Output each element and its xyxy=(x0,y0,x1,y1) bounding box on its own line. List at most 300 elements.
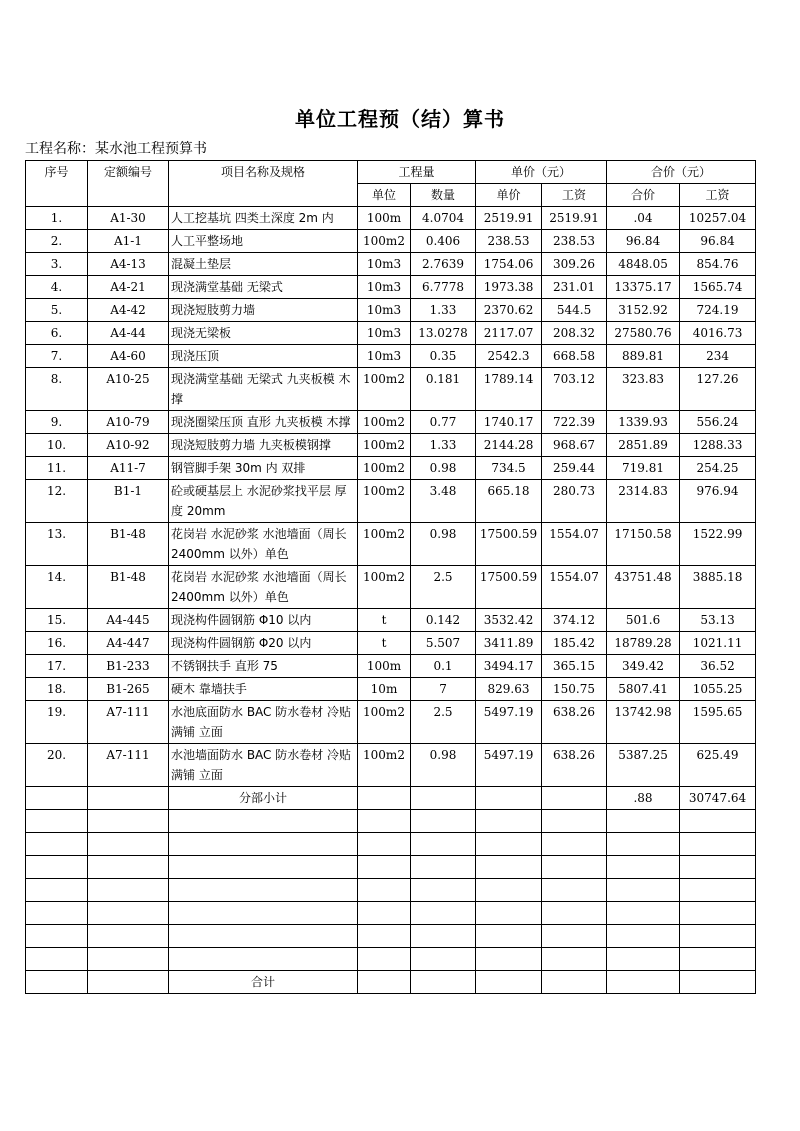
cell-price: 5497.19 xyxy=(476,744,542,787)
cell xyxy=(26,879,88,902)
cell xyxy=(411,833,476,856)
cell-price: 829.63 xyxy=(476,678,542,701)
cell-total: 13742.98 xyxy=(607,701,680,744)
cell-name: 现浇无梁板 xyxy=(169,322,358,345)
cell-name: 花岗岩 水泥砂浆 水池墙面（周长 2400mm 以外）单色 xyxy=(169,523,358,566)
cell-name: 人工平整场地 xyxy=(169,230,358,253)
cell-seq: 8. xyxy=(26,368,88,411)
cell xyxy=(542,787,607,810)
cell xyxy=(476,833,542,856)
cell-unit: 100m xyxy=(358,655,411,678)
cell xyxy=(607,948,680,971)
cell xyxy=(358,902,411,925)
cell xyxy=(476,810,542,833)
cell-total: 27580.76 xyxy=(607,322,680,345)
cell xyxy=(88,925,169,948)
cell-total: 43751.48 xyxy=(607,566,680,609)
cell-price: 17500.59 xyxy=(476,523,542,566)
table-row xyxy=(26,368,756,411)
cell-total-wage: 36.52 xyxy=(680,655,756,678)
cell-total: 4848.05 xyxy=(607,253,680,276)
table-row xyxy=(26,345,756,368)
table-row xyxy=(26,253,756,276)
cell-unit: 100m2 xyxy=(358,368,411,411)
cell-qty: 0.77 xyxy=(411,411,476,434)
table-row xyxy=(26,207,756,230)
table-row xyxy=(26,480,756,523)
cell-total-wage: 724.19 xyxy=(680,299,756,322)
cell xyxy=(88,856,169,879)
cell-total-wage: 10257.04 xyxy=(680,207,756,230)
cell xyxy=(169,833,358,856)
cell-total: 323.83 xyxy=(607,368,680,411)
cell xyxy=(476,971,542,994)
cell xyxy=(680,856,756,879)
cell xyxy=(411,971,476,994)
cell xyxy=(88,833,169,856)
cell-price: 2542.3 xyxy=(476,345,542,368)
cell xyxy=(26,902,88,925)
cell-seq: 17. xyxy=(26,655,88,678)
subtotal-total: .88 xyxy=(607,787,680,810)
cell-qty: 0.98 xyxy=(411,523,476,566)
cell-price: 2144.28 xyxy=(476,434,542,457)
cell-code: B1-48 xyxy=(88,566,169,609)
cell xyxy=(411,787,476,810)
cell xyxy=(542,925,607,948)
cell xyxy=(476,856,542,879)
cell-wage: 259.44 xyxy=(542,457,607,480)
cell xyxy=(169,902,358,925)
cell-total-wage: 1055.25 xyxy=(680,678,756,701)
cell xyxy=(26,948,88,971)
cell xyxy=(358,925,411,948)
project-name: 工程名称：某水池工程预算书 xyxy=(25,141,207,157)
table-row xyxy=(26,523,756,566)
cell-code: A4-447 xyxy=(88,632,169,655)
cell-seq: 3. xyxy=(26,253,88,276)
cell-name: 现浇圈梁压顶 直形 九夹板模 木撑 xyxy=(169,411,358,434)
cell xyxy=(88,971,169,994)
cell-seq: 4. xyxy=(26,276,88,299)
cell-seq: 19. xyxy=(26,701,88,744)
empty-row xyxy=(26,833,756,856)
header-qty: 数量 xyxy=(411,184,476,207)
empty-row xyxy=(26,879,756,902)
cell-total-wage: 3885.18 xyxy=(680,566,756,609)
table-row xyxy=(26,230,756,253)
cell xyxy=(607,971,680,994)
cell-unit: 100m2 xyxy=(358,701,411,744)
cell-wage: 968.67 xyxy=(542,434,607,457)
page-title: 单位工程预（结）算书 xyxy=(295,107,505,131)
cell xyxy=(542,902,607,925)
cell-price: 1973.38 xyxy=(476,276,542,299)
empty-row xyxy=(26,810,756,833)
cell-qty: 5.507 xyxy=(411,632,476,655)
table-row xyxy=(26,457,756,480)
cell-qty: 7 xyxy=(411,678,476,701)
cell-code: A4-42 xyxy=(88,299,169,322)
cell-price: 3494.17 xyxy=(476,655,542,678)
header-price: 单价 xyxy=(476,184,542,207)
cell-name: 水池底面防水 BAC 防水卷材 冷贴满铺 立面 xyxy=(169,701,358,744)
cell-total: 3152.92 xyxy=(607,299,680,322)
cell-code: A11-7 xyxy=(88,457,169,480)
cell xyxy=(26,971,88,994)
cell xyxy=(607,902,680,925)
cell-qty: 3.48 xyxy=(411,480,476,523)
cell-price: 3532.42 xyxy=(476,609,542,632)
cell xyxy=(411,810,476,833)
cell-qty: 2.7639 xyxy=(411,253,476,276)
cell-total: 2314.83 xyxy=(607,480,680,523)
table-row xyxy=(26,434,756,457)
cell xyxy=(476,948,542,971)
cell xyxy=(26,787,88,810)
cell-code: A10-92 xyxy=(88,434,169,457)
cell xyxy=(411,948,476,971)
cell-code: A7-111 xyxy=(88,744,169,787)
header-total-wage: 工资 xyxy=(680,184,756,207)
empty-row xyxy=(26,856,756,879)
cell-total-wage: 556.24 xyxy=(680,411,756,434)
cell-name: 人工挖基坑 四类土深度 2m 内 xyxy=(169,207,358,230)
header-unit: 单位 xyxy=(358,184,411,207)
cell-unit: t xyxy=(358,609,411,632)
cell-unit: 100m2 xyxy=(358,480,411,523)
cell xyxy=(680,948,756,971)
cell xyxy=(476,879,542,902)
cell-total-wage: 1522.99 xyxy=(680,523,756,566)
table-row xyxy=(26,276,756,299)
cell-total: 2851.89 xyxy=(607,434,680,457)
cell xyxy=(169,948,358,971)
cell xyxy=(358,787,411,810)
table-row xyxy=(26,566,756,609)
table-row xyxy=(26,322,756,345)
cell xyxy=(476,925,542,948)
cell-wage: 208.32 xyxy=(542,322,607,345)
cell-qty: 0.181 xyxy=(411,368,476,411)
cell-code: A4-445 xyxy=(88,609,169,632)
empty-row xyxy=(26,948,756,971)
cell-wage: 1554.07 xyxy=(542,566,607,609)
cell xyxy=(607,879,680,902)
cell-name: 现浇构件圆钢筋 Φ10 以内 xyxy=(169,609,358,632)
table-row xyxy=(26,701,756,744)
cell-total: 17150.58 xyxy=(607,523,680,566)
cell-qty: 2.5 xyxy=(411,566,476,609)
table-row xyxy=(26,609,756,632)
cell-total: 349.42 xyxy=(607,655,680,678)
cell-total-wage: 1288.33 xyxy=(680,434,756,457)
cell-name: 硬木 靠墙扶手 xyxy=(169,678,358,701)
cell-wage: 722.39 xyxy=(542,411,607,434)
cell-total-wage: 1021.11 xyxy=(680,632,756,655)
cell-total: 5807.41 xyxy=(607,678,680,701)
cell-unit: 100m2 xyxy=(358,230,411,253)
header-total: 合价 xyxy=(607,184,680,207)
cell xyxy=(169,925,358,948)
cell-price: 5497.19 xyxy=(476,701,542,744)
cell-wage: 374.12 xyxy=(542,609,607,632)
cell-price: 238.53 xyxy=(476,230,542,253)
cell-seq: 6. xyxy=(26,322,88,345)
cell-unit: 10m3 xyxy=(358,299,411,322)
cell-seq: 12. xyxy=(26,480,88,523)
cell-qty: 0.142 xyxy=(411,609,476,632)
cell-name: 钢管脚手架 30m 内 双排 xyxy=(169,457,358,480)
subtotal-row xyxy=(26,787,756,810)
cell-total: .04 xyxy=(607,207,680,230)
cell xyxy=(680,925,756,948)
table-row xyxy=(26,655,756,678)
cell-unit: 10m3 xyxy=(358,253,411,276)
cell-seq: 15. xyxy=(26,609,88,632)
table-row xyxy=(26,411,756,434)
cell-total-wage: 254.25 xyxy=(680,457,756,480)
cell-wage: 231.01 xyxy=(542,276,607,299)
cell-name: 混凝土垫层 xyxy=(169,253,358,276)
cell-seq: 7. xyxy=(26,345,88,368)
cell-code: A1-30 xyxy=(88,207,169,230)
empty-row xyxy=(26,925,756,948)
cell-qty: 1.33 xyxy=(411,434,476,457)
cell-total-wage: 1565.74 xyxy=(680,276,756,299)
cell-price: 665.18 xyxy=(476,480,542,523)
cell-seq: 11. xyxy=(26,457,88,480)
cell-name: 现浇构件圆钢筋 Φ20 以内 xyxy=(169,632,358,655)
cell-total: 96.84 xyxy=(607,230,680,253)
header-name: 项目名称及规格 xyxy=(169,161,358,207)
cell-wage: 1554.07 xyxy=(542,523,607,566)
cell xyxy=(88,879,169,902)
cell-seq: 10. xyxy=(26,434,88,457)
cell-code: B1-48 xyxy=(88,523,169,566)
cell-unit: 100m2 xyxy=(358,523,411,566)
cell-unit: 100m xyxy=(358,207,411,230)
cell xyxy=(26,856,88,879)
cell-qty: 6.7778 xyxy=(411,276,476,299)
cell-wage: 544.5 xyxy=(542,299,607,322)
cell xyxy=(358,833,411,856)
cell xyxy=(358,879,411,902)
cell-unit: 10m3 xyxy=(358,276,411,299)
cell-unit: 10m3 xyxy=(358,345,411,368)
table-row xyxy=(26,299,756,322)
cell xyxy=(607,833,680,856)
cell-wage: 638.26 xyxy=(542,744,607,787)
header-quantity-group: 工程量 xyxy=(358,161,476,184)
cell-seq: 14. xyxy=(26,566,88,609)
cell-total: 1339.93 xyxy=(607,411,680,434)
cell-code: A7-111 xyxy=(88,701,169,744)
cell xyxy=(88,948,169,971)
cell xyxy=(542,810,607,833)
cell-price: 2370.62 xyxy=(476,299,542,322)
cell xyxy=(542,971,607,994)
cell-price: 1754.06 xyxy=(476,253,542,276)
cell xyxy=(358,810,411,833)
cell-name: 现浇满堂基础 无梁式 xyxy=(169,276,358,299)
cell-qty: 1.33 xyxy=(411,299,476,322)
cell-code: A1-1 xyxy=(88,230,169,253)
cell xyxy=(607,925,680,948)
cell xyxy=(169,856,358,879)
cell xyxy=(26,925,88,948)
cell-seq: 18. xyxy=(26,678,88,701)
cell-name: 现浇压顶 xyxy=(169,345,358,368)
cell-wage: 638.26 xyxy=(542,701,607,744)
cell-name: 不锈钢扶手 直形 75 xyxy=(169,655,358,678)
cell-name: 现浇满堂基础 无梁式 九夹板模 木撑 xyxy=(169,368,358,411)
cell xyxy=(169,810,358,833)
cell-qty: 0.98 xyxy=(411,744,476,787)
cell-wage: 238.53 xyxy=(542,230,607,253)
cell xyxy=(411,856,476,879)
cell-total: 501.6 xyxy=(607,609,680,632)
cell-wage: 280.73 xyxy=(542,480,607,523)
cell xyxy=(542,879,607,902)
header-code: 定额编号 xyxy=(88,161,169,207)
cell xyxy=(680,879,756,902)
cell-wage: 365.15 xyxy=(542,655,607,678)
cell-code: B1-265 xyxy=(88,678,169,701)
cell-price: 1740.17 xyxy=(476,411,542,434)
cell-seq: 9. xyxy=(26,411,88,434)
cell-code: A4-44 xyxy=(88,322,169,345)
cell xyxy=(607,856,680,879)
cell-unit: t xyxy=(358,632,411,655)
cell-unit: 10m xyxy=(358,678,411,701)
cell-total-wage: 53.13 xyxy=(680,609,756,632)
cell-wage: 150.75 xyxy=(542,678,607,701)
table-row xyxy=(26,632,756,655)
cell xyxy=(411,902,476,925)
cell-total: 18789.28 xyxy=(607,632,680,655)
cell xyxy=(358,948,411,971)
cell xyxy=(411,879,476,902)
cell-code: A4-60 xyxy=(88,345,169,368)
table-row xyxy=(26,678,756,701)
cell-qty: 4.0704 xyxy=(411,207,476,230)
cell-seq: 16. xyxy=(26,632,88,655)
cell-code: A4-13 xyxy=(88,253,169,276)
cell-name: 现浇短肢剪力墙 xyxy=(169,299,358,322)
cell xyxy=(607,810,680,833)
cell-seq: 20. xyxy=(26,744,88,787)
cell-wage: 703.12 xyxy=(542,368,607,411)
cell xyxy=(88,810,169,833)
cell xyxy=(26,810,88,833)
table-row xyxy=(26,744,756,787)
cell-total-wage: 127.26 xyxy=(680,368,756,411)
cell-name: 现浇短肢剪力墙 九夹板模钢撑 xyxy=(169,434,358,457)
cell-qty: 0.406 xyxy=(411,230,476,253)
cell-qty: 0.98 xyxy=(411,457,476,480)
cell-seq: 13. xyxy=(26,523,88,566)
header-unit-price-group: 单价（元） xyxy=(476,161,607,184)
cell xyxy=(358,856,411,879)
cell-qty: 13.0278 xyxy=(411,322,476,345)
cell-total-wage: 1595.65 xyxy=(680,701,756,744)
cell-code: A10-25 xyxy=(88,368,169,411)
budget-table xyxy=(25,160,756,994)
cell-price: 1789.14 xyxy=(476,368,542,411)
cell-unit: 10m3 xyxy=(358,322,411,345)
cell-qty: 2.5 xyxy=(411,701,476,744)
cell xyxy=(476,902,542,925)
empty-row xyxy=(26,902,756,925)
cell xyxy=(680,833,756,856)
header-total-group: 合价（元） xyxy=(607,161,756,184)
cell-seq: 5. xyxy=(26,299,88,322)
cell-total: 13375.17 xyxy=(607,276,680,299)
cell xyxy=(88,902,169,925)
grand-total-label: 合计 xyxy=(169,971,358,994)
cell-price: 734.5 xyxy=(476,457,542,480)
subtotal-total-wage: 30747.64 xyxy=(680,787,756,810)
cell-wage: 185.42 xyxy=(542,632,607,655)
cell-total-wage: 4016.73 xyxy=(680,322,756,345)
cell-wage: 309.26 xyxy=(542,253,607,276)
cell-unit: 100m2 xyxy=(358,744,411,787)
cell xyxy=(476,787,542,810)
cell xyxy=(88,787,169,810)
cell-total-wage: 625.49 xyxy=(680,744,756,787)
cell-name: 砼或硬基层上 水泥砂浆找平层 厚度 20mm xyxy=(169,480,358,523)
cell-unit: 100m2 xyxy=(358,566,411,609)
cell xyxy=(358,971,411,994)
cell xyxy=(542,833,607,856)
cell xyxy=(411,925,476,948)
cell-name: 水池墙面防水 BAC 防水卷材 冷贴满铺 立面 xyxy=(169,744,358,787)
cell-name: 花岗岩 水泥砂浆 水池墙面（周长 2400mm 以外）单色 xyxy=(169,566,358,609)
cell-code: B1-1 xyxy=(88,480,169,523)
cell-total-wage: 234 xyxy=(680,345,756,368)
cell-total-wage: 976.94 xyxy=(680,480,756,523)
cell-wage: 668.58 xyxy=(542,345,607,368)
cell-price: 2117.07 xyxy=(476,322,542,345)
cell-unit: 100m2 xyxy=(358,411,411,434)
cell-unit: 100m2 xyxy=(358,434,411,457)
cell xyxy=(680,810,756,833)
cell-wage: 2519.91 xyxy=(542,207,607,230)
cell xyxy=(26,833,88,856)
cell-price: 3411.89 xyxy=(476,632,542,655)
cell xyxy=(680,971,756,994)
cell-total: 889.81 xyxy=(607,345,680,368)
cell-code: B1-233 xyxy=(88,655,169,678)
cell xyxy=(680,902,756,925)
cell-price: 17500.59 xyxy=(476,566,542,609)
cell xyxy=(542,948,607,971)
cell-price: 2519.91 xyxy=(476,207,542,230)
subtotal-label: 分部小计 xyxy=(169,787,358,810)
cell-total: 719.81 xyxy=(607,457,680,480)
cell-qty: 0.35 xyxy=(411,345,476,368)
grand-total-row xyxy=(26,971,756,994)
cell-seq: 2. xyxy=(26,230,88,253)
header-seq: 序号 xyxy=(26,161,88,207)
cell-code: A10-79 xyxy=(88,411,169,434)
header-wage: 工资 xyxy=(542,184,607,207)
cell xyxy=(542,856,607,879)
cell-seq: 1. xyxy=(26,207,88,230)
cell-total-wage: 854.76 xyxy=(680,253,756,276)
cell-unit: 100m2 xyxy=(358,457,411,480)
